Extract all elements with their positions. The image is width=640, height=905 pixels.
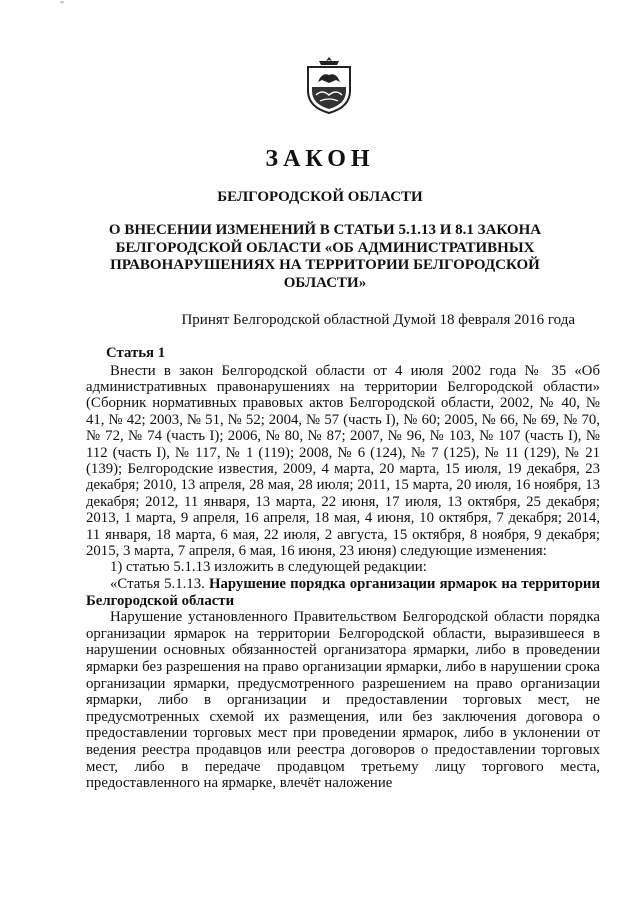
article-prefix: «Статья 5.1.13. xyxy=(110,575,205,592)
amendment-item-1: 1) статью 5.1.13 изложить в следующей редакции: xyxy=(110,559,427,576)
document-body xyxy=(86,344,600,792)
law-name: О ВНЕСЕНИИ ИЗМЕНЕНИЙ В СТАТЬИ 5.1.13 И 8.1 ЗАКОНА БЕЛГОРОДСКОЙ ОБЛАСТИ «ОБ АДМИНИСТРАТИВНЫХ ПРАВОНАРУШЕНИЯХ НА ТЕРРИТОРИИ БЕЛГОРОДСКОЙ ОБЛАСТИ» xyxy=(108,222,542,291)
document-title: ЗАКОН xyxy=(265,146,375,172)
article-title-bold: Нарушение порядка организации ярмарок на территории Белгородской области xyxy=(86,575,600,609)
article-text: Нарушение установленного Правительством Белгородской области порядка организации ярмарок на территории Белгородской области, выразившееся в нарушении основных обязанностей организатора ярмарки, либо в проведении ярмарки без разрешения на право организации ярмарки, либо в нарушении срока организации ярмарки, предусмотренного разрешением на право организации ярмарки, либо в организации и предоставлении торговых мест, не предусмотренных схемой их размещения, или без заключения договора о предоставлении торговых мест при проведении ярмарок, либо в уклонении от ведения реестра продавцов или реестра договоров о предоставлении торговых мест, либо в передаче продавцом третьему лицу торгового места, предоставленного на ярмарке, влечёт наложение xyxy=(86,609,600,792)
article-heading: Статья 1 xyxy=(106,345,166,361)
article-title xyxy=(86,576,600,609)
corner-mark: " xyxy=(60,0,65,11)
document-subtitle: БЕЛГОРОДСКОЙ ОБЛАСТИ xyxy=(217,189,423,205)
adoption-date: Принят Белгородской областной Думой 18 февраля 2016 года xyxy=(181,312,575,328)
intro-paragraph: Внести в закон Белгородской области от 4 июля 2002 года № 35 «Об административных правонарушениях на территории Белгородской области» (Сборник нормативных правовых актов Белгородской области, 2002, № 40, № 41, № 42; 2003, № 51, № 52; 2004, № 57 (часть I), № 60; 2005, № 66, № 69, № 70, № 72, № 74 (часть I); 2006, № 80, № 87; 2007, № 96, № 103, № 107 (часть I), № 112 (часть I), № 117, № 1 (119); 2008, № 6 (124), № 7 (125), № 11 (129), № 21 (139); Белгородские известия, 2009, 4 марта, 20 марта, 15 июля, 19 декабря, 23 декабря; 2010, 13 апреля, 28 мая, 28 июля; 2011, 15 марта, 20 июля, 16 ноября, 13 декабря; 2012, 11 января, 13 марта, 22 июня, 17 июля, 13 октября, 25 декабря; 2013, 1 марта, 9 апреля, 16 апреля, 18 мая, 4 июня, 10 октября, 7 декабря; 2014, 11 января, 18 марта, 6 мая, 22 июля, 2 августа, 15 октября, 8 ноября, 9 декабря; 2015, 3 марта, 7 апреля, 6 мая, 16 июня, 23 июня) следующие изменения: xyxy=(86,362,600,559)
coat-of-arms-emblem xyxy=(302,55,356,115)
